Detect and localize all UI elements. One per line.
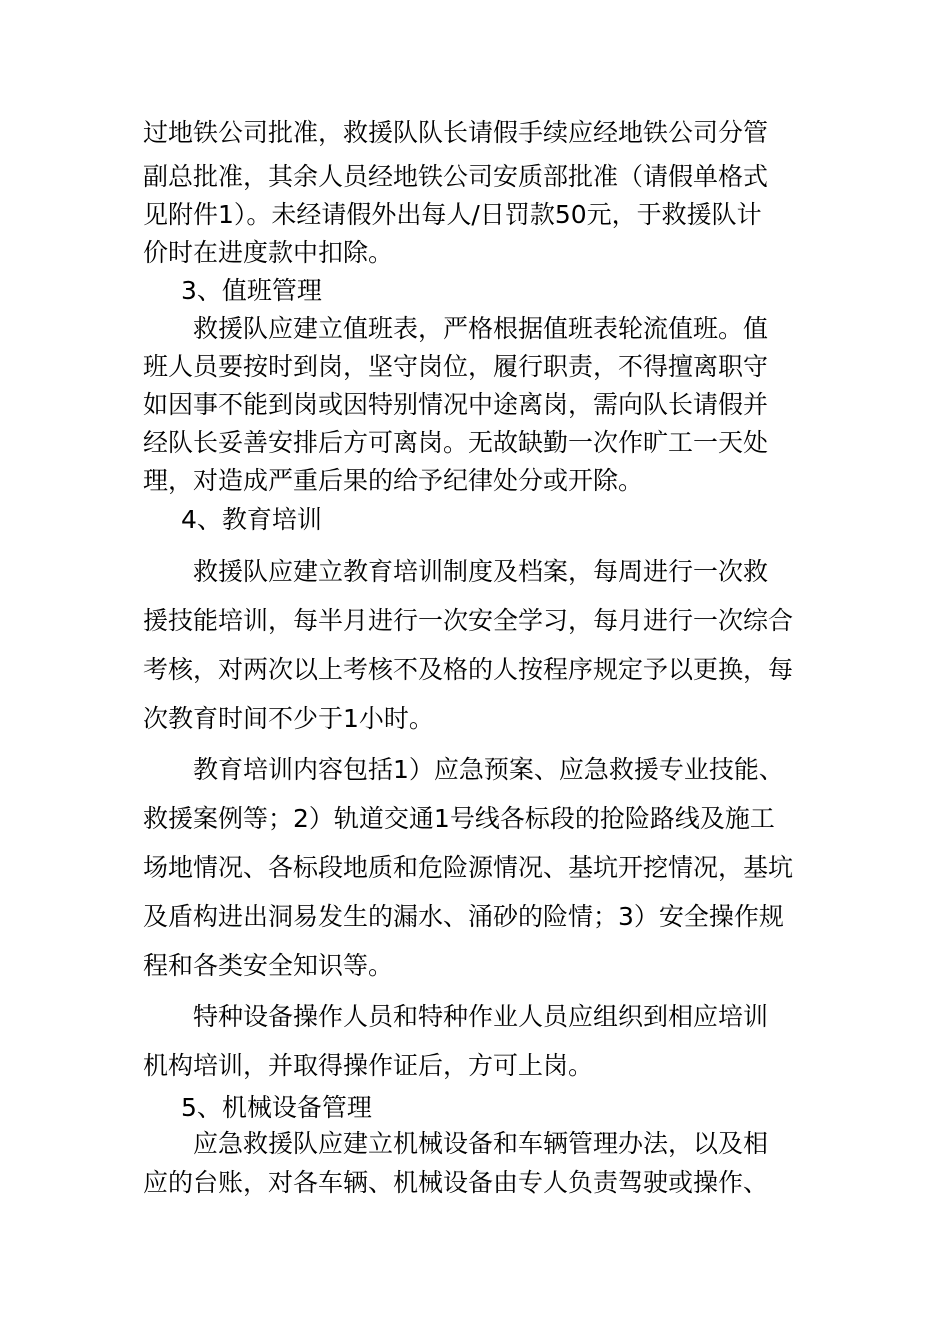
text-line: 援技能培训，每半月进行一次安全学习，每月进行一次综合 xyxy=(143,606,794,635)
text-line: 特种设备操作人员和特种作业人员应组织到相应培训 xyxy=(193,1002,769,1031)
section-heading: 4、教育培训 xyxy=(181,505,322,534)
section-heading: 5、机械设备管理 xyxy=(181,1093,372,1122)
text-line: 程和各类安全知识等。 xyxy=(143,951,394,980)
text-line: 救援队应建立值班表，严格根据值班表轮流值班。值 xyxy=(193,314,769,343)
text-line: 如因事不能到岗或因特别情况中途离岗，需向队长请假并 xyxy=(143,390,769,419)
text-line: 考核，对两次以上考核不及格的人按程序规定予以更换，每 xyxy=(143,655,794,684)
text-line: 过地铁公司批准，救援队队长请假手续应经地铁公司分管 xyxy=(143,118,769,147)
text-line: 理，对造成严重后果的给予纪律处分或开除。 xyxy=(143,466,644,495)
text-line: 及盾构进出洞易发生的漏水、涌砂的险情；3）安全操作规 xyxy=(143,902,784,931)
text-line: 副总批准，其余人员经地铁公司安质部批准（请假单格式 xyxy=(143,162,769,191)
text-line: 经队长妥善安排后方可离岗。无故缺勤一次作旷工一天处 xyxy=(143,428,769,457)
text-line: 次教育时间不少于1小时。 xyxy=(143,704,434,733)
text-line: 场地情况、各标段地质和危险源情况、基坑开挖情况，基坑 xyxy=(143,853,794,882)
section-heading: 3、值班管理 xyxy=(181,276,322,305)
text-line: 救援案例等；2）轨道交通1号线各标段的抢险路线及施工 xyxy=(143,804,775,833)
text-line: 应急救援队应建立机械设备和车辆管理办法，以及相 xyxy=(193,1129,769,1158)
text-line: 价时在进度款中扣除。 xyxy=(143,238,394,267)
text-line: 见附件1）。未经请假外出每人/日罚款50元，于救援队计 xyxy=(143,200,762,229)
text-line: 机构培训，并取得操作证后，方可上岗。 xyxy=(143,1051,594,1080)
text-line: 救援队应建立教育培训制度及档案，每周进行一次救 xyxy=(193,557,769,586)
text-line: 教育培训内容包括1）应急预案、应急救援专业技能、 xyxy=(193,755,784,784)
text-line: 应的台账，对各车辆、机械设备由专人负责驾驶或操作、 xyxy=(143,1168,769,1197)
text-line: 班人员要按时到岗，坚守岗位，履行职责，不得擅离职守 xyxy=(143,352,769,381)
